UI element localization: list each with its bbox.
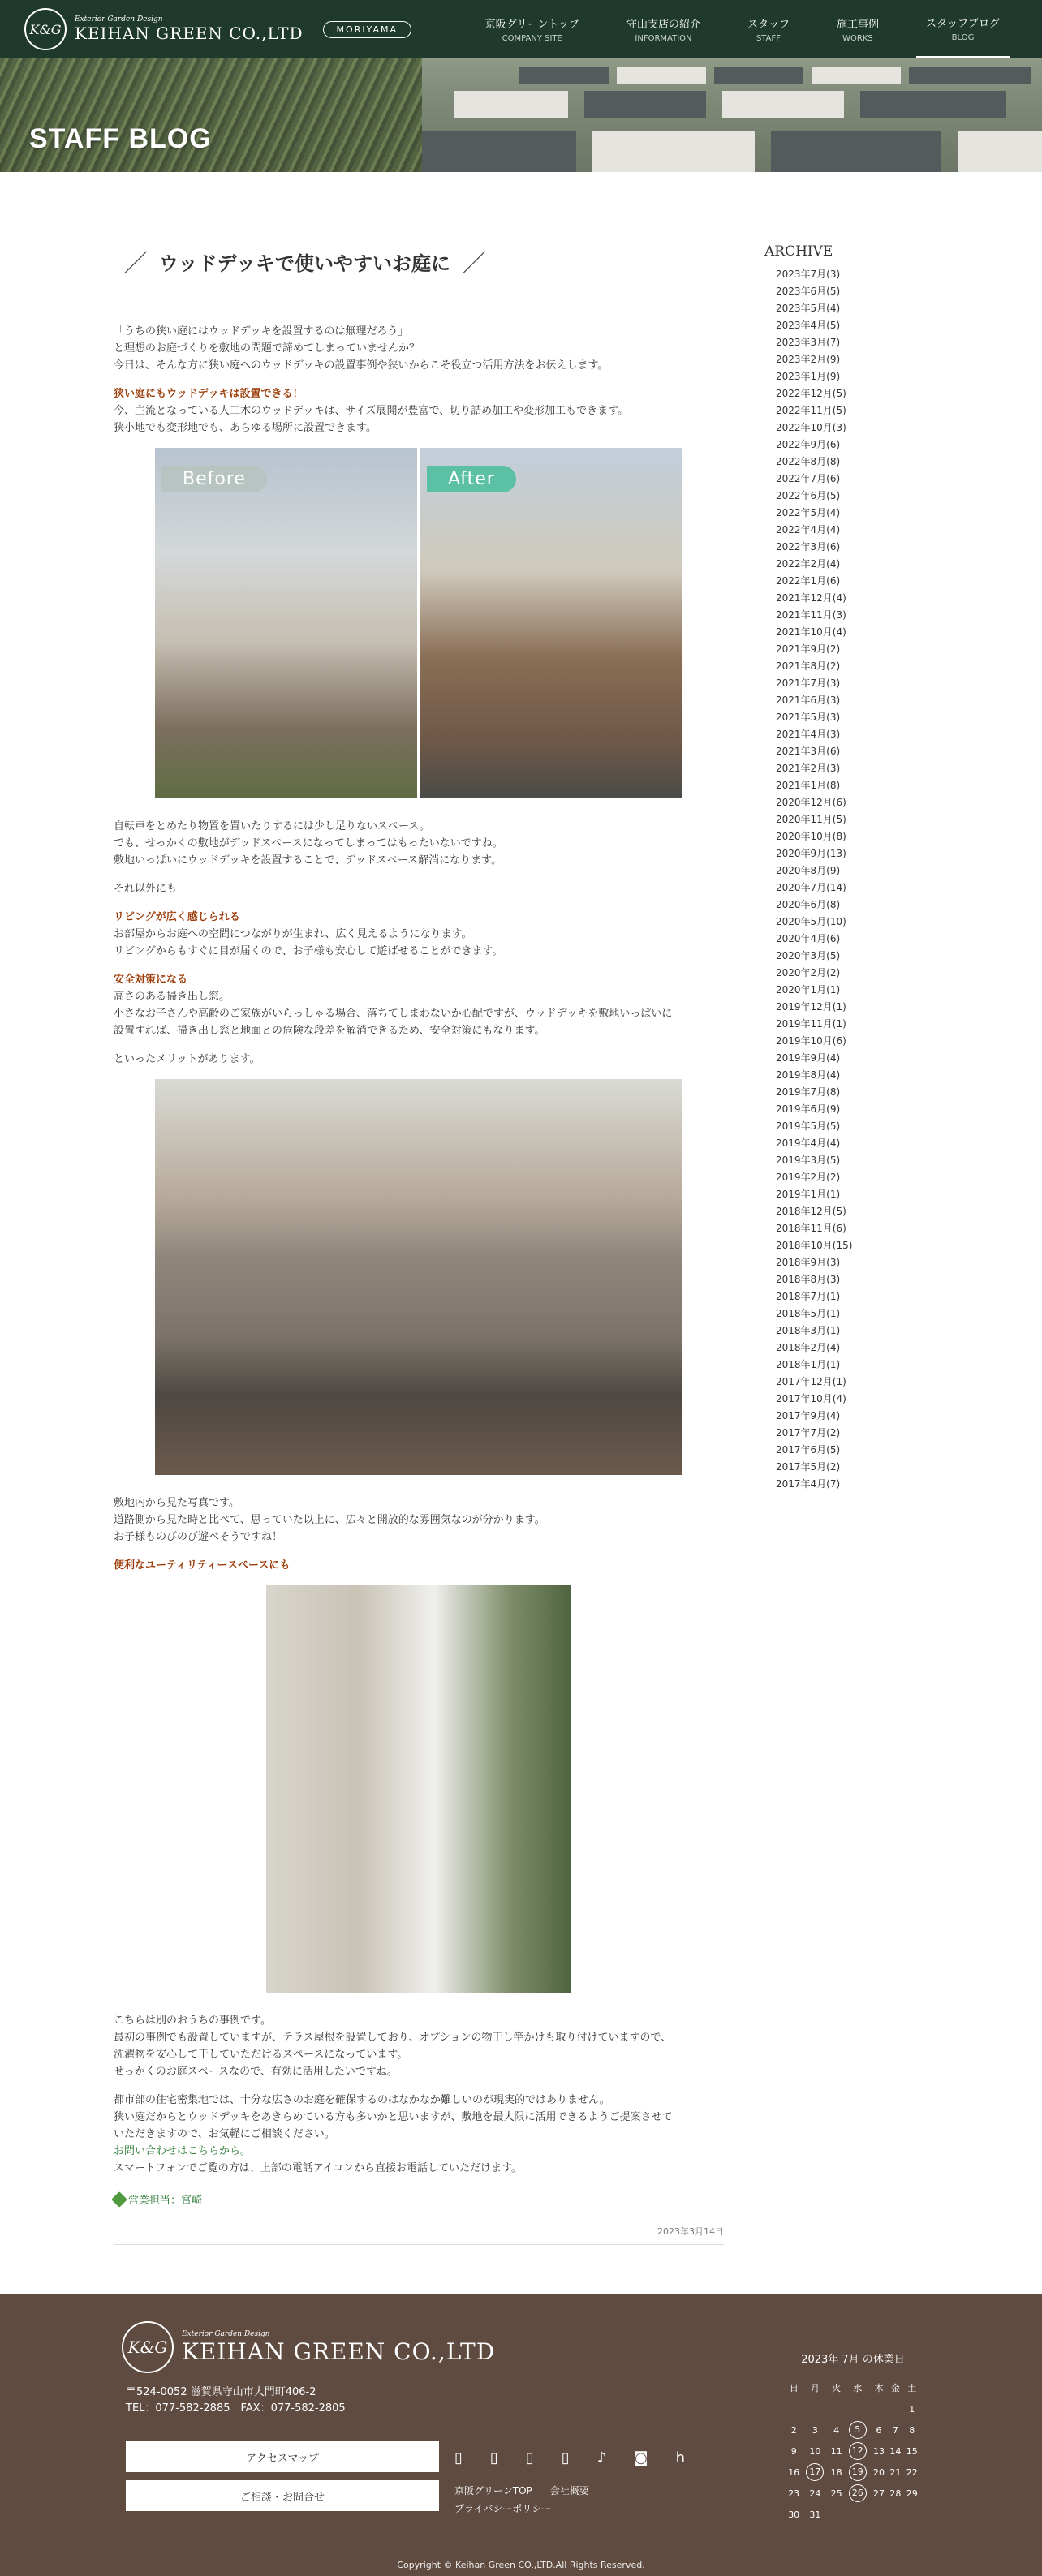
hero-banner: [0, 58, 1042, 172]
nav-label: 京阪グリーントップ: [484, 19, 579, 31]
text-line: スマートフォンでご覧の方は、上部の電話アイコンから直接お電話していただけます。: [114, 2162, 522, 2174]
archive-link[interactable]: 2018年1月(1): [776, 1359, 841, 1370]
archive-link[interactable]: 2023年5月(4): [776, 303, 841, 314]
calendar-day: 18: [830, 2466, 842, 2478]
archive-link[interactable]: 2019年12月(1): [776, 1001, 846, 1013]
before-after-photo: [155, 448, 682, 798]
hero-pebble: [454, 91, 568, 118]
calendar-day: 8: [909, 2424, 915, 2436]
archive-link[interactable]: 2020年8月(9): [776, 865, 841, 876]
text-line: 今日は、そんな方に狭い庭へのウッドデッキの設置事例や狭いからこそ役立つ活用方法をお伝えします。: [114, 359, 609, 372]
nav-information[interactable]: [617, 0, 710, 58]
archive-link[interactable]: 2019年8月(4): [776, 1069, 841, 1081]
archive-link[interactable]: 2018年7月(1): [776, 1291, 841, 1302]
text-line: 自転車をとめたり物置を置いたりするには少し足りないスペース。: [114, 820, 430, 832]
brand-text: [75, 15, 304, 43]
address-line: 〒524-0052 滋賀県守山市大門町406-2: [126, 2386, 316, 2398]
site-header: [0, 0, 1042, 58]
contact-link[interactable]: お問い合わせはこちらから。: [114, 2145, 252, 2157]
archive-link[interactable]: 2022年1月(6): [776, 575, 841, 587]
archive-link[interactable]: 2022年2月(4): [776, 558, 841, 570]
calendar-day: 28: [889, 2488, 902, 2499]
archive-link[interactable]: 2021年12月(4): [776, 592, 846, 604]
weekday-label: 金: [890, 2383, 900, 2393]
instagram-icon[interactable]: ◙: [634, 2449, 648, 2466]
archive-link[interactable]: 2017年9月(4): [776, 1410, 841, 1421]
kg-logo-icon: K&G: [24, 8, 67, 50]
footer-links: [454, 2482, 607, 2518]
author-name: 営業担当：宮崎: [128, 2195, 203, 2207]
weekday-label: 日: [789, 2383, 799, 2393]
paragraph: といったメリットがあります。: [114, 1053, 260, 1065]
pencil-icon: [111, 2191, 127, 2208]
calendar-holiday: 19: [845, 2462, 871, 2483]
archive-link[interactable]: 2019年10月(6): [776, 1035, 846, 1047]
nav-label: 施工事例: [836, 19, 879, 31]
calendar-holiday: 17: [802, 2462, 828, 2483]
hero-pebble: [812, 67, 901, 84]
weekday-label: 土: [907, 2383, 917, 2393]
archive-link[interactable]: 2021年11月(3): [776, 609, 846, 621]
hero-tile: [714, 67, 803, 84]
archive-link[interactable]: 2017年7月(2): [776, 1427, 841, 1439]
text-line: と理想のお庭づくりを敷地の問題で諦めてしまっていませんか？: [114, 342, 420, 355]
archive-link[interactable]: 2019年6月(9): [776, 1103, 841, 1115]
nav-blog[interactable]: [916, 0, 1010, 58]
hero-pebble: [722, 91, 844, 118]
link-icon[interactable]: ▯: [561, 2449, 570, 2466]
text-line: 最初の事例でも設置していますが、テラス屋根を設置しており、オプションの物干し竿かけも取り付けていますので、: [114, 2032, 672, 2044]
hero-pebble: [958, 131, 1042, 172]
calendar-title: 2023年 7月 の休業日: [801, 2354, 905, 2366]
holiday-calendar: [786, 2350, 920, 2525]
weekday-label: 木: [874, 2383, 884, 2393]
hero-pebble: [592, 131, 755, 172]
text-line: 敷地いっぱいにウッドデッキを設置することで、デッドスペース解消になります。: [114, 854, 502, 867]
text-line: いただきますので、お気軽にご相談ください。: [114, 2128, 335, 2140]
calendar-day: 20: [873, 2466, 885, 2478]
archive-link[interactable]: 2023年2月(9): [776, 354, 841, 365]
text-line: 敷地内から見た写真です。: [114, 1497, 239, 1509]
text-line: 狭い庭だからとウッドデッキをあきらめている方も多いかと思いますが、敷地を最大限に活用できるようご提案させて: [114, 2111, 673, 2123]
archive-link[interactable]: 2022年10月(3): [776, 422, 846, 433]
archive-link[interactable]: 2022年7月(6): [776, 473, 841, 484]
paragraph: [114, 926, 724, 960]
phone-line: TEL：077-582-2885 FAX：077-582-2805: [126, 2402, 346, 2415]
calendar-table: [786, 2377, 920, 2525]
archive-link[interactable]: 2020年2月(2): [776, 967, 841, 978]
archive-link[interactable]: 2018年9月(3): [776, 1257, 841, 1268]
calendar-day: 1: [909, 2403, 915, 2415]
archive-link[interactable]: 2020年3月(5): [776, 950, 841, 961]
calendar-day: 21: [889, 2466, 902, 2478]
copyright: Copyright © Keihan Green CO.,LTD.All Rights Reserved.: [397, 2560, 645, 2570]
text-line: 小さなお子さんや高齢のご家族がいらっしゃる場合、落ちてしまわないか心配ですが、ウッドデッキを敷地いっぱいに: [114, 1008, 673, 1020]
calendar-day: 27: [873, 2488, 885, 2499]
archive-link[interactable]: 2021年6月(3): [776, 695, 841, 706]
archive-link[interactable]: 2017年5月(2): [776, 1461, 841, 1473]
archive-link[interactable]: 2017年10月(4): [776, 1393, 846, 1404]
site-footer: [0, 2294, 1042, 2576]
archive-link[interactable]: 2020年7月(14): [776, 882, 846, 893]
archive-link[interactable]: 2021年4月(3): [776, 729, 841, 740]
archive-link[interactable]: 2020年10月(8): [776, 831, 846, 842]
archive-link[interactable]: 2022年5月(4): [776, 507, 841, 518]
text-line: でも、せっかくの敷地がデッドスペースになってしまってはもったいないですね。: [114, 837, 503, 849]
text-line: リビングからもすぐに目が届くので、お子様も安心して遊ばせることができます。: [114, 945, 503, 957]
hero-tile: [422, 131, 576, 172]
calendar-day: 25: [830, 2488, 842, 2499]
footer-logo[interactable]: [122, 2321, 495, 2373]
archive-link[interactable]: 2019年7月(8): [776, 1086, 841, 1098]
nav-staff[interactable]: [738, 0, 799, 58]
calendar-day: 2: [790, 2424, 797, 2436]
archive-link[interactable]: 2018年5月(1): [776, 1308, 841, 1319]
global-nav: [476, 0, 1010, 58]
hero-grass-image: [0, 58, 422, 172]
archive-link[interactable]: 2019年9月(4): [776, 1052, 841, 1064]
calendar-day: 11: [830, 2445, 842, 2457]
paragraph: それ以外にも: [114, 883, 178, 895]
social-icons: [454, 2449, 685, 2466]
brand-name: KEIHAN GREEN CO.,LTD: [75, 24, 304, 43]
hero-tile: [584, 91, 706, 118]
archive-link[interactable]: 2019年1月(1): [776, 1189, 841, 1200]
archive-link[interactable]: 2021年7月(3): [776, 677, 841, 689]
brand-subtitle: Exterior Garden Design: [75, 15, 163, 24]
weekday-label: 月: [810, 2383, 820, 2393]
footer-brand-name: KEIHAN GREEN CO.,LTD: [182, 2337, 496, 2365]
archive-link[interactable]: 2019年11月(1): [776, 1018, 846, 1030]
text-line: 狭小地でも変形地でも、あらゆる場所に設置できます。: [114, 422, 377, 434]
footer-brand-text: [182, 2330, 495, 2365]
text-line: こちらは別のおうちの事例です。: [114, 2015, 271, 2027]
houzz-icon[interactable]: h: [675, 2449, 686, 2466]
hero-tile: [860, 91, 1006, 118]
calendar-day: 7: [892, 2424, 898, 2436]
archive-link[interactable]: 2018年10月(15): [776, 1240, 853, 1251]
post-author: [114, 2191, 724, 2207]
calendar-day: 13: [873, 2445, 885, 2457]
before-label: Before: [161, 466, 267, 492]
archive-link[interactable]: 2022年11月(5): [776, 405, 846, 416]
nav-sublabel: WORKS: [842, 34, 873, 43]
text-line: 高さのある掃き出し窓。: [114, 991, 230, 1003]
hero-pebble: [617, 67, 706, 84]
calendar-holiday: 26: [845, 2483, 871, 2504]
footer-link-top[interactable]: 京阪グリーンTOP: [454, 2485, 532, 2496]
archive-link[interactable]: 2023年1月(9): [776, 371, 841, 382]
section-heading: リビングが広く感じられる: [114, 911, 240, 923]
archive-link[interactable]: 2023年3月(7): [776, 337, 841, 348]
before-photo: [155, 448, 417, 798]
paragraph: [114, 402, 724, 437]
nav-label: スタッフ: [747, 19, 790, 31]
paragraph: [114, 988, 724, 1039]
text-line: 洗濯物を安心して干していただけるスペースになっています。: [114, 2049, 408, 2061]
nav-sublabel: BLOG: [951, 32, 975, 42]
archive-link[interactable]: 2017年4月(7): [776, 1478, 841, 1490]
text-line: 設置すれば、掃き出し窓と地面との危険な段差を解消できるため、安全対策にもなります。: [114, 1025, 545, 1037]
calendar-day: 6: [876, 2424, 882, 2436]
brand-logo[interactable]: [24, 8, 411, 50]
archive-link[interactable]: 2020年5月(10): [776, 916, 846, 927]
calendar-weekdays: [786, 2377, 920, 2398]
intro-paragraph: [114, 323, 724, 374]
archive-link[interactable]: 2022年9月(6): [776, 439, 841, 450]
archive-link[interactable]: 2022年6月(5): [776, 490, 841, 501]
title-slash-left: ／: [123, 250, 148, 278]
link-icon[interactable]: ▯: [525, 2449, 534, 2466]
archive-link[interactable]: 2020年6月(8): [776, 899, 841, 910]
page-title: STAFF BLOG: [29, 123, 212, 154]
footer-brand-subtitle: Exterior Garden Design: [182, 2329, 270, 2338]
utility-space-photo: [266, 1585, 571, 1993]
nav-sublabel: INFORMATION: [635, 34, 692, 43]
archive-link[interactable]: 2018年3月(1): [776, 1325, 841, 1336]
calendar-holiday: 12: [845, 2441, 871, 2462]
section-heading: 狭い庭にもウッドデッキは設置できる！: [114, 388, 304, 400]
archive-link[interactable]: 2021年9月(2): [776, 643, 841, 655]
paragraph: [114, 2092, 724, 2177]
tiktok-icon[interactable]: ♪: [596, 2449, 607, 2466]
text-line: お子様ものびのび遊べそうですね！: [114, 1531, 283, 1543]
archive-link[interactable]: 2019年3月(5): [776, 1155, 841, 1166]
paragraph: [114, 1494, 724, 1546]
archive-link[interactable]: 2018年11月(6): [776, 1223, 846, 1234]
archive-link[interactable]: 2021年3月(6): [776, 746, 841, 757]
archive-link[interactable]: 2022年8月(8): [776, 456, 841, 467]
archive-link[interactable]: 2021年1月(8): [776, 780, 841, 791]
archive-link[interactable]: 2022年3月(6): [776, 541, 841, 553]
archive-link[interactable]: 2019年4月(4): [776, 1137, 841, 1149]
archive-link[interactable]: 2020年4月(6): [776, 933, 841, 944]
nav-sublabel: STAFF: [756, 34, 781, 43]
post-date: 2023年3月14日: [114, 2225, 724, 2245]
calendar-day: 10: [809, 2445, 821, 2457]
calendar-day: 3: [812, 2424, 818, 2436]
archive-link[interactable]: 2017年6月(5): [776, 1444, 841, 1456]
text-line: お部屋からお庭への空間につながりが生まれ、広く見えるようになります。: [114, 928, 472, 940]
calendar-day: 9: [790, 2445, 797, 2457]
paragraph: [114, 818, 724, 869]
calendar-day: 14: [889, 2445, 902, 2457]
archive-link[interactable]: 2021年10月(4): [776, 626, 846, 638]
footer-link-company[interactable]: 会社概要: [549, 2485, 589, 2496]
branch-badge: MORIYAMA: [323, 21, 411, 38]
nav-works[interactable]: [827, 0, 889, 58]
calendar-day: 4: [833, 2424, 840, 2436]
link-icon[interactable]: ▯: [489, 2449, 498, 2466]
calendar-day: 29: [906, 2488, 918, 2499]
nav-label: 守山支店の紹介: [626, 19, 700, 31]
archive-link[interactable]: 2018年8月(3): [776, 1274, 841, 1285]
footer-address: [126, 2385, 346, 2417]
calendar-day: 24: [809, 2488, 821, 2499]
calendar-holiday: 5: [845, 2419, 871, 2441]
calendar-day: 22: [906, 2466, 918, 2478]
hero-tile: [771, 131, 941, 172]
calendar-day: 15: [906, 2445, 918, 2457]
text-line: 道路側から見た時と比べて、思っていた以上に、広々と開放的な雰囲気なのが分かります。: [114, 1514, 545, 1526]
paragraph: [114, 2012, 724, 2080]
wood-deck-photo: [155, 1079, 682, 1475]
link-icon[interactable]: ▯: [454, 2449, 463, 2466]
hero-tile: [909, 67, 1031, 84]
archive-link[interactable]: 2020年9月(13): [776, 848, 846, 859]
archive-link[interactable]: 2018年12月(5): [776, 1206, 846, 1217]
weekday-label: 火: [832, 2383, 842, 2393]
text-line: 「うちの狭い庭にはウッドデッキを設置するのは無理だろう」: [114, 325, 409, 338]
main-content: [0, 172, 1042, 2245]
archive-link[interactable]: 2020年1月(1): [776, 984, 841, 996]
after-photo: [420, 448, 682, 798]
text-line: 今、主流となっている人工木のウッドデッキは、サイズ展開が豊富で、切り詰め加工や変形加工もできます。: [114, 405, 629, 417]
archive-link[interactable]: 2019年5月(5): [776, 1120, 841, 1132]
archive-link[interactable]: 2018年2月(4): [776, 1342, 841, 1353]
archive-link[interactable]: 2020年12月(6): [776, 797, 846, 808]
post-title: [114, 243, 724, 279]
access-map-button[interactable]: アクセスマップ: [126, 2441, 439, 2472]
archive-link[interactable]: 2023年7月(3): [776, 269, 841, 280]
archive-link[interactable]: 2019年2月(2): [776, 1172, 841, 1183]
calendar-day: 23: [788, 2488, 800, 2499]
footer-link-privacy[interactable]: プライバシーポリシー: [454, 2503, 552, 2514]
text-line: 都市部の住宅密集地では、十分な広さのお庭を確保するのはなかなか難しいのが現実的ではありません。: [114, 2094, 610, 2106]
post-title-text: ウッドデッキで使いやすいお庭に: [159, 252, 451, 275]
archive-link[interactable]: 2017年12月(1): [776, 1376, 846, 1387]
archive-link[interactable]: 2020年11月(5): [776, 814, 846, 825]
after-label: After: [427, 466, 516, 492]
section-heading: 安全対策になる: [114, 974, 188, 986]
archive-link[interactable]: 2021年5月(3): [776, 712, 841, 723]
weekday-label: 水: [853, 2383, 863, 2393]
nav-sublabel: COMPANY SITE: [502, 34, 562, 43]
calendar-day: 16: [788, 2466, 800, 2478]
sidebar: [764, 243, 911, 2245]
calendar-day: 30: [788, 2509, 800, 2520]
archive-list: [764, 266, 911, 1493]
text-line: せっかくのお庭スペースなので、有効に活用したいですね。: [114, 2066, 398, 2078]
calendar-day: 31: [809, 2509, 821, 2520]
hero-tile: [519, 67, 609, 84]
nav-company-site[interactable]: [476, 0, 589, 58]
archive-link[interactable]: 2021年2月(3): [776, 763, 841, 774]
nav-label: スタッフブログ: [925, 17, 1000, 30]
archive-link[interactable]: 2023年4月(5): [776, 320, 841, 331]
archive-link[interactable]: 2021年8月(2): [776, 660, 841, 672]
section-heading: 便利なユーティリティースペースにも: [114, 1559, 291, 1572]
archive-link[interactable]: 2022年12月(5): [776, 388, 846, 399]
archive-link[interactable]: 2022年4月(4): [776, 524, 841, 535]
kg-logo-icon: K&G: [122, 2321, 174, 2373]
blog-post: [114, 243, 724, 2245]
archive-link[interactable]: 2023年6月(5): [776, 286, 841, 297]
title-slash-right: ／: [462, 250, 487, 278]
contact-button[interactable]: ご相談・お問合せ: [126, 2480, 439, 2511]
archive-title: ARCHIVE: [764, 243, 833, 260]
